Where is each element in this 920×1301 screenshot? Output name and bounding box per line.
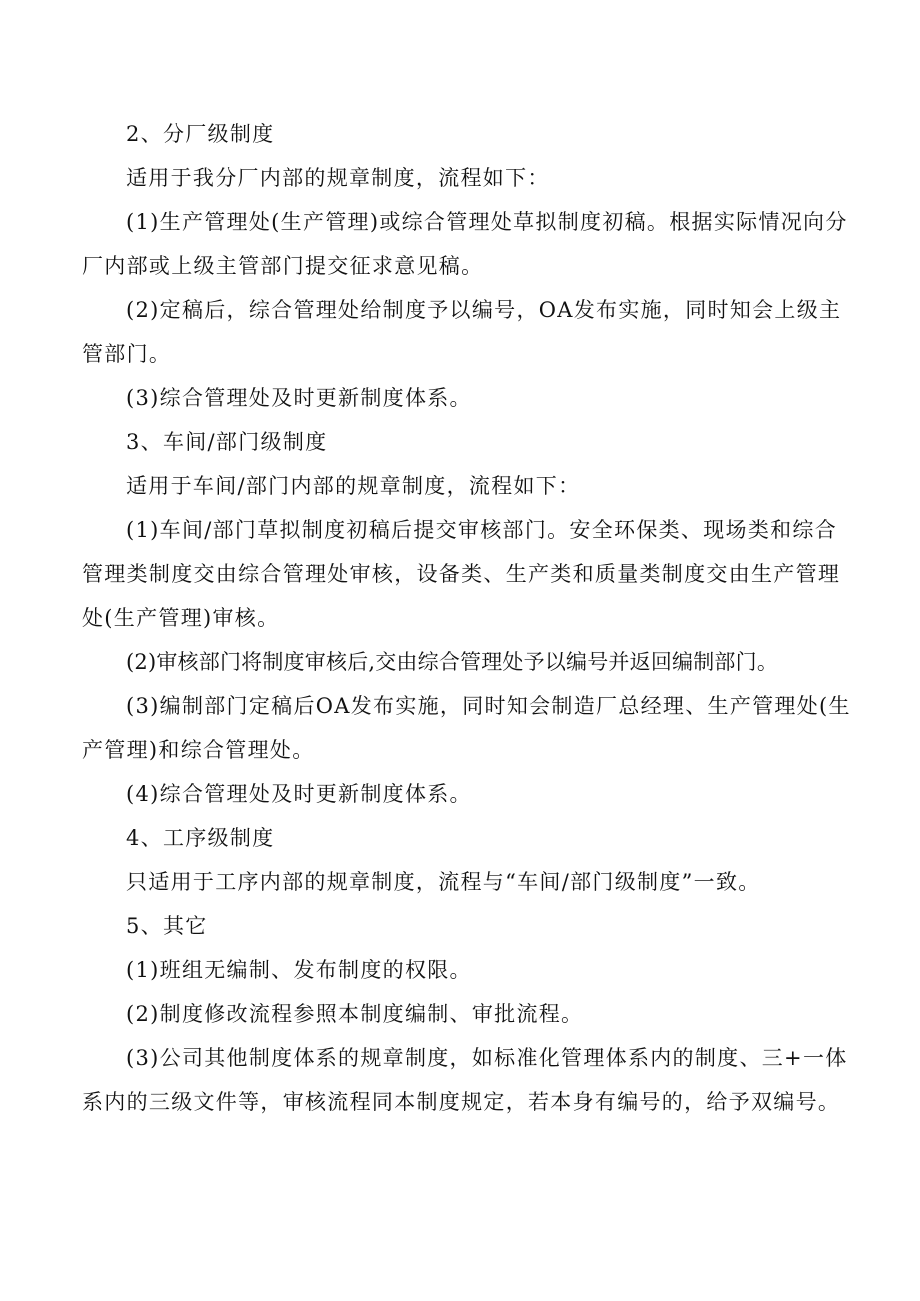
section-heading-process-level: 4、工序级制度 bbox=[126, 826, 275, 850]
paragraph-process-scope: 只适用于工序内部的规章制度，流程与“车间/部门级制度”一致。 bbox=[126, 870, 761, 894]
section-heading-factory-level: 2、分厂级制度 bbox=[126, 122, 275, 146]
paragraph-factory-step-1: (1)生产管理处(生产管理)或综合管理处草拟制度初稿。根据实际情况向分厂内部或上级主管部门提交征求意见稿。 bbox=[82, 210, 848, 278]
paragraph-factory-step-3: (3)综合管理处及时更新制度体系。 bbox=[126, 386, 472, 410]
paragraph-workshop-step-3: (3)编制部门定稿后OA发布实施，同时知会制造厂总经理、生产管理处(生产管理)和综合管理处。 bbox=[82, 694, 851, 762]
paragraph-workshop-step-2: (2)审核部门将制度审核后,交由综合管理处予以编号并返回编制部门。 bbox=[126, 650, 779, 674]
section-heading-others: 5、其它 bbox=[126, 914, 208, 938]
section-heading-workshop-level: 3、车间/部门级制度 bbox=[126, 430, 328, 454]
paragraph-others-item-1: (1)班组无编制、发布制度的权限。 bbox=[126, 958, 472, 982]
paragraph-workshop-step-1: (1)车间/部门草拟制度初稿后提交审核部门。安全环保类、现场类和综合管理类制度交由综合管理处审核，设备类、生产类和质量类制度交由生产管理处(生产管理)审核。 bbox=[82, 518, 841, 630]
paragraph-others-item-2: (2)制度修改流程参照本制度编制、审批流程。 bbox=[126, 1002, 584, 1026]
paragraph-factory-step-2: (2)定稿后，综合管理处给制度予以编号，OA发布实施，同时知会上级主管部门。 bbox=[82, 298, 842, 366]
paragraph-factory-scope: 适用于我分厂内部的规章制度，流程如下： bbox=[126, 166, 550, 190]
paragraph-workshop-step-4: (4)综合管理处及时更新制度体系。 bbox=[126, 782, 472, 806]
paragraph-others-item-3: (3)公司其他制度体系的规章制度，如标准化管理体系内的制度、三+一体系内的三级文件等，审核流程同本制度规定，若本身有编号的，给予双编号。 bbox=[82, 1046, 848, 1114]
paragraph-workshop-scope: 适用于车间/部门内部的规章制度，流程如下： bbox=[126, 474, 581, 498]
